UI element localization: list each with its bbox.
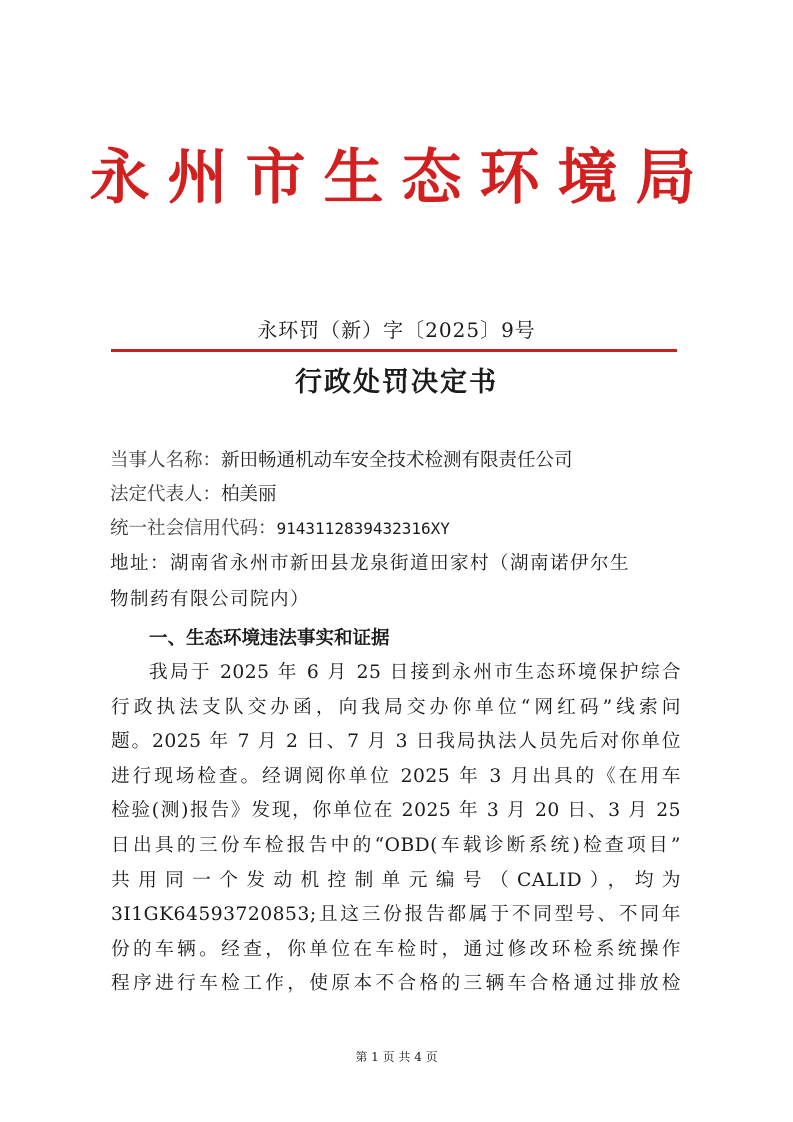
credit-code-label: 统一社会信用代码： <box>110 518 277 539</box>
body-line: 检验(测)报告》发现，你单位在 2025 年 3 月 20 日、3 月 25 <box>111 800 681 822</box>
legal-rep-row <box>110 478 690 512</box>
body-line: 份的车辆。经查，你单位在车检时，通过修改环检系统操作 <box>111 938 681 960</box>
party-info-block <box>110 444 690 618</box>
issuing-authority-heading: 永州市生态环境局 <box>89 143 714 213</box>
legal-rep-value: 柏美丽 <box>221 484 277 505</box>
party-name-label: 当事人名称： <box>110 450 222 471</box>
section-body <box>111 656 681 1002</box>
body-line: 程序进行车检工作，使原本不合格的三辆车合格通过排放检 <box>111 973 681 995</box>
party-name-row <box>110 444 690 478</box>
body-line: 共用同一个发动机控制单元编号（CALID），均为 <box>111 869 681 891</box>
body-line: 进行现场检查。经调阅你单位 2025 年 3 月出具的《在用车 <box>111 765 681 787</box>
red-divider-line <box>111 349 677 352</box>
address-line-1: 湖南省永州市新田县龙泉街道田家村（湖南诺伊尔生 <box>170 553 631 574</box>
body-line: 题。2025 年 7 月 2 日、7 月 3 日我局执法人员先后对你单位 <box>111 731 681 753</box>
legal-rep-label: 法定代表人： <box>110 484 222 505</box>
party-name-value: 新田畅通机动车安全技术检测有限责任公司 <box>221 450 573 471</box>
credit-code-row <box>110 512 690 546</box>
page-footer: 第 1 页 共 4 页 <box>355 1050 438 1064</box>
body-line: 3I1GK64593720853;且这三份报告都属于不同型号、不同年 <box>111 904 681 926</box>
address-row <box>110 546 690 582</box>
document-title: 行政处罚决定书 <box>295 367 498 398</box>
document-number: 永环罚（新）字〔2025〕9号 <box>257 318 536 342</box>
body-line: 我局于 2025 年 6 月 25 日接到永州市生态环境保护综合 <box>149 662 681 683</box>
body-line: 日出具的三份车检报告中的“OBD(车载诊断系统)检查项目” <box>111 834 681 856</box>
section-heading: 一、生态环境违法事实和证据 <box>149 628 390 649</box>
credit-code-value: 9143112839432316XY <box>276 519 450 538</box>
address-continuation: 物制药有限公司院内） <box>110 589 311 610</box>
body-line: 行政执法支队交办函，向我局交办你单位“网红码”线索问 <box>111 696 681 718</box>
address-label: 地址： <box>110 553 171 574</box>
